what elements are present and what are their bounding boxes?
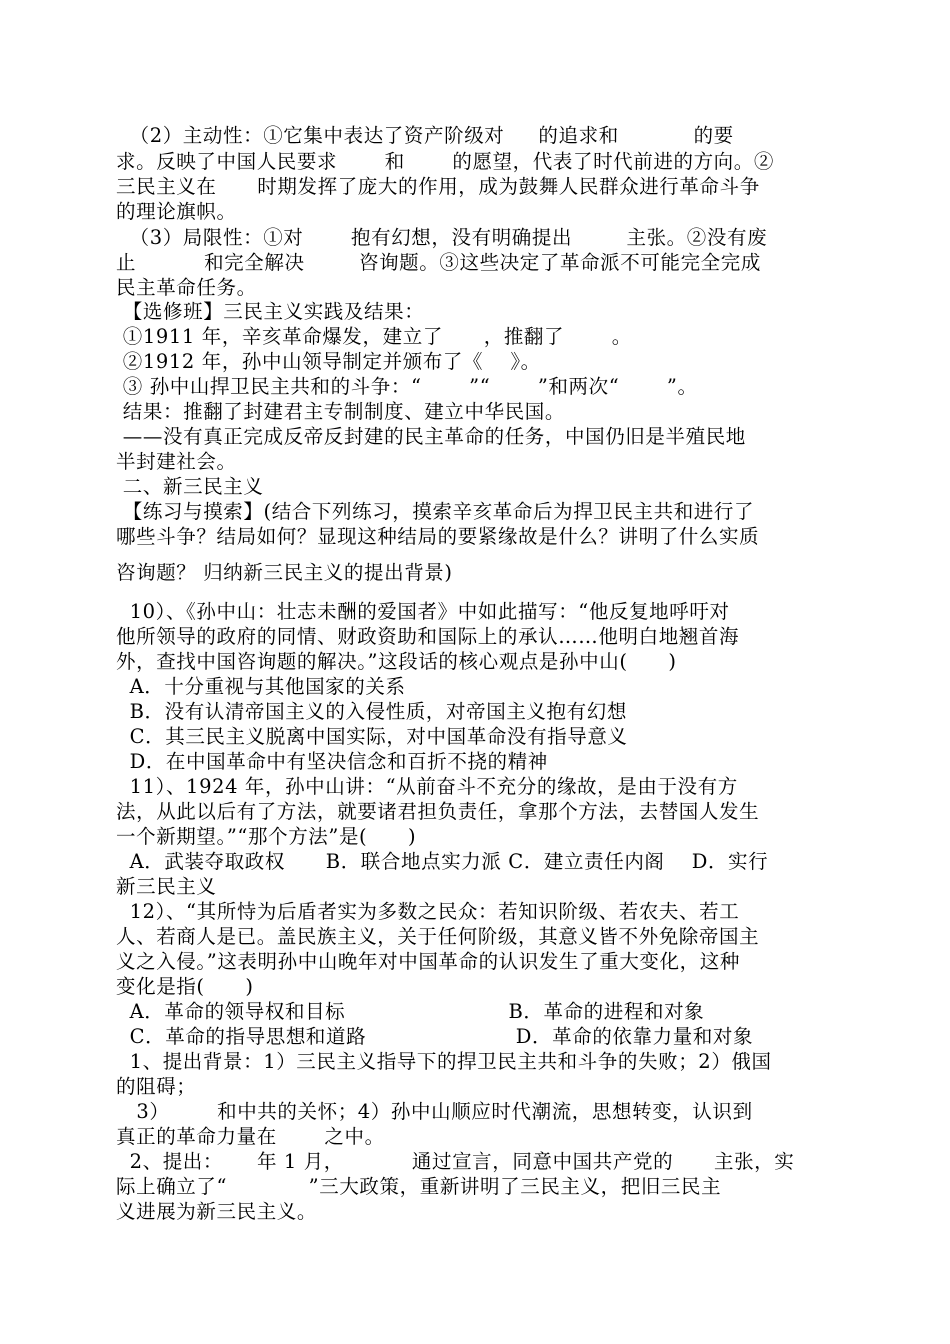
answer-option: A．武装夺取政权 B．联合地点实力派 C．建立责任内阁 D．实行	[116, 850, 769, 873]
answer-option: C．其三民主义脱离中国实际，对中国革命没有指导意义	[116, 725, 628, 748]
text-line: （3）局限性：①对 抱有幻想，没有明确提出 主张。②没有废	[116, 226, 768, 249]
answer-option: A．革命的领导权和目标 B．革命的进程和对象	[116, 1000, 705, 1023]
text-line: 民主革命任务。	[116, 276, 257, 299]
answer-option: A．十分重视与其他国家的关系	[116, 675, 406, 698]
text-line: ——没有真正完成反帝反封建的民主革命的任务，中国仍旧是半殖民地	[116, 425, 746, 448]
text-line: 止 和完全解决 咨询题。③这些决定了革命派不可能完全完成	[116, 251, 761, 274]
text-line: 3） 和中共的关怀；4）孙中山顺应时代潮流，思想转变，认识到	[116, 1100, 753, 1123]
text-line: 哪些斗争？结局如何？显现这种结局的要紧缘故是什么？讲明了什么实质	[116, 525, 760, 548]
question-text: 义之入侵。”这表明孙中山晚年对中国革命的认识发生了重大变化，这种	[116, 950, 740, 973]
text-line: 结果：推翻了封建君主专制制度、建立中华民国。	[116, 400, 565, 423]
question-text: 11）、1924 年，孙中山讲：“从前奋斗不充分的缘故，是由于没有方	[116, 775, 738, 798]
text-line: （2）主动性：①它集中表达了资产阶级对 的追求和 的要	[116, 124, 734, 147]
question-text: 人、若商人是已。盖民族主义，关于任何阶级，其意义皆不外免除帝国主	[116, 925, 760, 948]
question-text: 12）、“其所恃为后盾者实为多数之民众：若知识阶级、若农夫、若工	[116, 900, 740, 923]
answer-option: 新三民主义	[116, 875, 217, 898]
text-line: 三民主义在 时期发挥了庞大的作用，成为鼓舞人民群众进行革命斗争	[116, 175, 760, 198]
text-line: 真正的革命力量在 之中。	[116, 1125, 385, 1148]
text-line: 的阻碍；	[116, 1075, 197, 1098]
text-line: 的理论旗帜。	[116, 200, 237, 223]
text-line: 【选修班】三民主义实践及结果：	[116, 300, 425, 323]
text-line: ③ 孙中山捍卫民主共和的斗争：“ ”“ ”和两次“ ”。	[116, 375, 698, 398]
text-line: ①1911 年，辛亥革命爆发，建立了 ，推翻了 。	[116, 325, 632, 348]
text-line: 咨询题？ 归纳新三民主义的提出背景)	[116, 561, 453, 584]
question-text: 变化是指( )	[116, 975, 254, 998]
text-line: 半封建社会。	[116, 450, 237, 473]
text-line: ②1912 年，孙中山领导制定并颁布了《 》。	[116, 350, 541, 373]
text-line: 2、提出： 年 1 月， 通过宣言，同意中国共产党的 主张，实	[116, 1150, 795, 1173]
question-text: 一个新期望。”“那个方法”是( )	[116, 825, 417, 848]
text-line: 1、提出背景：1）三民主义指导下的捍卫民主共和斗争的失败；2）俄国	[116, 1050, 772, 1073]
section-heading: 二、新三民主义	[116, 475, 264, 498]
text-line: 求。反映了中国人民要求 和 的愿望，代表了时代前进的方向。②	[116, 150, 774, 173]
answer-option: C．革命的指导思想和道路 D．革命的依靠力量和对象	[116, 1025, 754, 1048]
text-line: 【练习与摸索】(结合下列练习，摸索辛亥革命后为捍卫民主共和进行了	[116, 500, 755, 523]
answer-option: B．没有认清帝国主义的入侵性质，对帝国主义抱有幻想	[116, 700, 627, 723]
text-line: 义进展为新三民主义。	[116, 1200, 318, 1223]
text-line: 际上确立了“ ”三大政策，重新讲明了三民主义，把旧三民主	[116, 1175, 722, 1198]
question-text: 法，从此以后有了方法，就要诸君担负责任，拿那个方法，去替国人发生	[116, 800, 760, 823]
answer-option: D．在中国革命中有坚决信念和百折不挠的精神	[116, 750, 548, 773]
question-text: 10）、《孙中山：壮志未酬的爱国者》中如此描写：“他反复地呼吁对	[116, 600, 730, 623]
question-text: 外，查找中国咨询题的解决。”这段话的核心观点是孙中山( )	[116, 650, 677, 673]
question-text: 他所领导的政府的同情、财政资助和国际上的承认……他明白地翘首海	[116, 625, 740, 648]
